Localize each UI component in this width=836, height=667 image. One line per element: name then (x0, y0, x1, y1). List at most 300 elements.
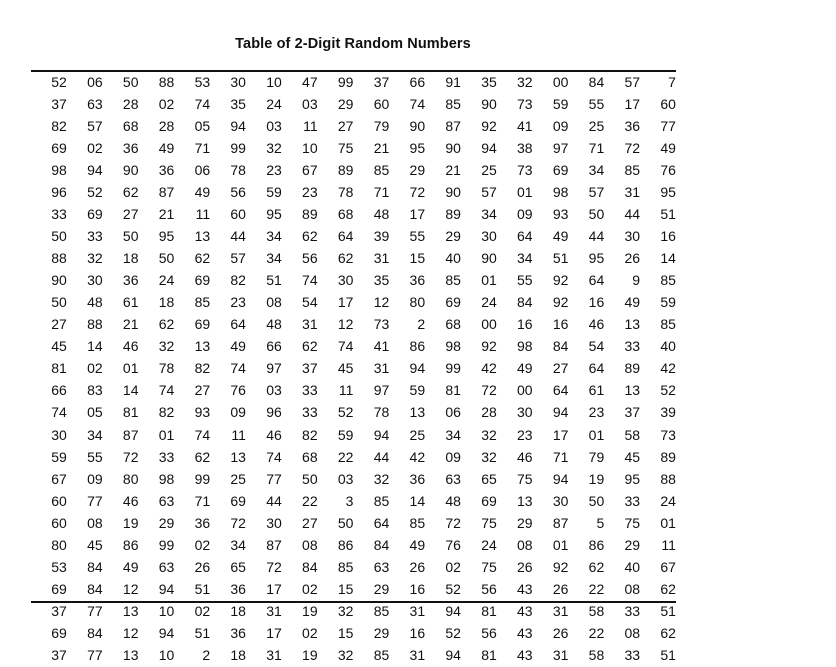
table-row (31, 226, 676, 248)
table-cell: 71 (194, 140, 211, 157)
table-cell: 9 (632, 272, 641, 289)
table-cell: 18 (158, 294, 175, 311)
table-row (31, 270, 676, 292)
table-cell: 69 (552, 162, 569, 179)
table-cell: 49 (517, 360, 533, 377)
table-cell: 19 (588, 470, 605, 487)
table-cell: 29 (517, 514, 533, 531)
table-cell: 00 (517, 382, 533, 399)
table-cell: 85 (624, 162, 641, 179)
table-cell: 69 (194, 272, 211, 289)
table-cell: 75 (517, 470, 533, 487)
table-cell: 24 (481, 536, 497, 553)
table-cell: 28 (122, 96, 139, 113)
table-cell: 27 (302, 514, 318, 531)
table-cell: 90 (481, 250, 497, 267)
table-cell: 69 (87, 206, 103, 223)
table-cell: 31 (373, 250, 390, 267)
table-cell: 22 (302, 492, 318, 509)
table-cell: 32 (373, 470, 390, 487)
table-row (31, 513, 676, 535)
table-cell: 71 (552, 448, 569, 465)
table-cell: 68 (337, 206, 354, 223)
table-cell: 02 (158, 96, 175, 113)
table-cell: 13 (194, 338, 211, 355)
table-cell: 23 (517, 426, 533, 443)
table-cell: 32 (266, 140, 282, 157)
table-cell: 89 (337, 162, 354, 179)
table-cell: 45 (87, 536, 103, 553)
table-cell: 87 (122, 426, 139, 443)
table-cell: 93 (194, 404, 211, 421)
table-cell: 29 (337, 96, 354, 113)
table-cell: 68 (122, 118, 139, 135)
table-cell: 85 (373, 492, 390, 509)
table-row (31, 469, 676, 491)
table-cell: 74 (302, 272, 318, 289)
table-cell: 94 (158, 580, 175, 597)
table-cell: 98 (445, 338, 461, 355)
table-cell: 95 (588, 250, 605, 267)
table-cell: 51 (552, 250, 569, 267)
table-cell: 49 (122, 558, 139, 575)
table-cell: 94 (87, 162, 103, 179)
table-cell: 82 (230, 272, 246, 289)
table-cell: 23 (302, 184, 318, 201)
table-cell: 88 (51, 250, 67, 267)
table-cell: 31 (409, 646, 426, 663)
table-cell: 02 (302, 624, 318, 641)
table-cell: 89 (660, 448, 676, 465)
table-cell: 92 (552, 558, 569, 575)
table-cell: 66 (51, 382, 67, 399)
table-cell: 95 (660, 184, 676, 201)
table-cell: 14 (660, 250, 676, 267)
table-cell: 85 (660, 316, 676, 333)
table-cell: 22 (588, 624, 605, 641)
table-cell: 87 (158, 184, 175, 201)
table-cell: 42 (409, 448, 426, 465)
table-cell: 53 (51, 558, 67, 575)
table-cell: 90 (122, 162, 139, 179)
table-cell: 33 (87, 228, 103, 245)
table-cell: 51 (194, 624, 211, 641)
table-cell: 81 (445, 382, 461, 399)
table-cell: 84 (87, 624, 103, 641)
table-cell: 57 (230, 250, 246, 267)
table-cell: 12 (337, 316, 354, 333)
table-cell: 2 (417, 316, 426, 333)
table-row (31, 623, 676, 645)
table-cell: 7 (668, 74, 676, 90)
table-cell: 87 (445, 118, 461, 135)
table-cell: 76 (445, 536, 461, 553)
table-cell: 78 (337, 184, 354, 201)
table-cell: 84 (87, 580, 103, 597)
table-cell: 75 (624, 514, 641, 531)
table-cell: 59 (51, 448, 67, 465)
table-cell: 84 (302, 558, 318, 575)
table-cell: 56 (481, 580, 497, 597)
table-cell: 92 (552, 272, 569, 289)
table-title: Table of 2-Digit Random Numbers (235, 36, 471, 52)
table-cell: 85 (445, 96, 461, 113)
table-cell: 52 (51, 74, 67, 90)
table-cell: 42 (481, 360, 497, 377)
table-cell: 10 (302, 140, 318, 157)
table-cell: 90 (445, 184, 461, 201)
table-cell: 71 (588, 140, 605, 157)
table-row (31, 94, 676, 116)
table-cell: 26 (517, 558, 533, 575)
table-cell: 86 (337, 536, 354, 553)
table-cell: 00 (481, 316, 497, 333)
table-cell: 69 (445, 294, 461, 311)
table-row (31, 380, 676, 402)
table-cell: 60 (373, 96, 390, 113)
table-cell: 36 (230, 580, 246, 597)
table-cell: 82 (158, 404, 175, 421)
table-cell: 17 (624, 96, 641, 113)
table-cell: 02 (87, 360, 103, 377)
table-cell: 85 (660, 272, 676, 289)
table-cell: 43 (517, 624, 533, 641)
table-cell: 06 (87, 74, 103, 90)
table-cell: 81 (51, 360, 67, 377)
table-cell: 47 (302, 74, 318, 90)
table-cell: 37 (373, 74, 390, 90)
table-cell: 01 (660, 514, 676, 531)
table-row (31, 138, 676, 160)
table-cell: 97 (266, 360, 282, 377)
table-cell: 42 (660, 360, 676, 377)
table-cell: 62 (194, 250, 211, 267)
table-cell: 63 (373, 558, 390, 575)
table-cell: 36 (194, 514, 211, 531)
table-cell: 16 (409, 580, 426, 597)
table-cell: 40 (445, 250, 461, 267)
table-cell: 16 (409, 624, 426, 641)
table-row (31, 204, 676, 226)
table-cell: 21 (122, 316, 139, 333)
table-cell: 26 (624, 250, 641, 267)
table-cell: 98 (158, 470, 175, 487)
table-cell: 16 (660, 228, 676, 245)
table-cell: 01 (552, 536, 569, 553)
table-cell: 16 (517, 316, 533, 333)
table-cell: 85 (373, 646, 390, 663)
table-cell: 33 (302, 382, 318, 399)
table-cell: 57 (481, 184, 497, 201)
table-cell: 37 (51, 646, 67, 663)
table-cell: 90 (51, 272, 67, 289)
table-cell: 40 (660, 338, 676, 355)
table-cell: 46 (517, 448, 533, 465)
table-cell: 5 (596, 514, 605, 531)
table-cell: 25 (230, 470, 246, 487)
table-cell: 60 (51, 492, 67, 509)
table-cell: 66 (266, 338, 282, 355)
table-cell: 24 (266, 96, 282, 113)
table-cell: 62 (194, 448, 211, 465)
table-cell: 99 (230, 140, 246, 157)
table-cell: 48 (266, 316, 282, 333)
table-cell: 32 (517, 74, 533, 90)
table-cell: 34 (445, 426, 461, 443)
table-cell: 11 (661, 536, 676, 553)
table-cell: 16 (588, 294, 605, 311)
table-cell: 94 (230, 118, 246, 135)
table-cell: 2 (202, 646, 211, 663)
table-cell: 59 (409, 382, 426, 399)
table-cell: 51 (660, 602, 676, 619)
table-cell: 85 (445, 272, 461, 289)
table-row (31, 535, 676, 557)
table-cell: 26 (194, 558, 211, 575)
table-cell: 74 (230, 360, 246, 377)
table-cell: 81 (481, 646, 497, 663)
table-cell: 30 (481, 228, 497, 245)
table-cell: 56 (230, 184, 246, 201)
table-cell: 37 (51, 602, 67, 619)
table-cell: 94 (481, 140, 497, 157)
table-cell: 77 (87, 492, 103, 509)
table-cell: 17 (266, 624, 282, 641)
table-cell: 00 (552, 74, 569, 90)
table-cell: 39 (373, 228, 390, 245)
table-cell: 62 (660, 624, 676, 641)
table-cell: 97 (552, 140, 569, 157)
table-cell: 85 (337, 558, 354, 575)
table-cell: 17 (409, 206, 426, 223)
table-cell: 98 (517, 338, 533, 355)
table-cell: 36 (624, 118, 641, 135)
table-cell: 59 (266, 184, 282, 201)
table-row (31, 160, 676, 182)
table-cell: 60 (51, 514, 67, 531)
table-row (31, 182, 676, 204)
table-cell: 90 (445, 140, 461, 157)
table-cell: 43 (517, 602, 533, 619)
table-cell: 50 (302, 470, 318, 487)
table-cell: 68 (445, 316, 461, 333)
table-cell: 08 (624, 580, 641, 597)
table-cell: 63 (445, 470, 461, 487)
table-cell: 59 (552, 96, 569, 113)
table-row (31, 358, 676, 380)
table-cell: 51 (660, 646, 676, 663)
table-cell: 64 (230, 316, 246, 333)
table-cell: 31 (624, 184, 641, 201)
table-cell: 90 (481, 96, 497, 113)
table-cell: 33 (302, 404, 318, 421)
table-cell: 17 (266, 580, 282, 597)
table-cell: 82 (51, 118, 67, 135)
table-cell: 05 (194, 118, 211, 135)
table-row (31, 491, 676, 513)
table-cell: 29 (624, 536, 641, 553)
table-cell: 46 (122, 338, 139, 355)
table-cell: 44 (266, 492, 282, 509)
table-cell: 85 (373, 602, 390, 619)
table-cell: 75 (481, 514, 497, 531)
table-bottom-rule (31, 601, 676, 603)
table-cell: 33 (158, 448, 175, 465)
table-cell: 56 (302, 250, 318, 267)
table-cell: 30 (552, 492, 569, 509)
table-cell: 49 (552, 228, 569, 245)
table-cell: 02 (302, 580, 318, 597)
table-cell: 17 (337, 294, 354, 311)
table-cell: 86 (122, 536, 139, 553)
table-cell: 53 (194, 74, 211, 90)
table-cell: 82 (302, 426, 318, 443)
table-cell: 88 (87, 316, 103, 333)
table-cell: 36 (122, 272, 139, 289)
table-cell: 85 (373, 162, 390, 179)
table-cell: 62 (302, 338, 318, 355)
table-cell: 72 (624, 140, 641, 157)
table-cell: 13 (122, 602, 139, 619)
table-cell: 55 (87, 448, 103, 465)
table-cell: 64 (588, 360, 605, 377)
table-cell: 28 (158, 118, 175, 135)
table-cell: 74 (266, 448, 282, 465)
table-cell: 95 (266, 206, 282, 223)
table-cell: 69 (51, 624, 67, 641)
table-cell: 94 (552, 470, 569, 487)
table-cell: 45 (337, 360, 354, 377)
table-cell: 56 (481, 624, 497, 641)
table-cell: 54 (302, 294, 318, 311)
table-cell: 83 (87, 382, 103, 399)
table-cell: 08 (624, 624, 641, 641)
table-cell: 30 (337, 272, 354, 289)
table-cell: 55 (409, 228, 426, 245)
table-cell: 94 (373, 426, 390, 443)
table-cell: 24 (660, 492, 676, 509)
table-cell: 09 (552, 118, 569, 135)
random-number-table (31, 72, 676, 667)
table-cell: 24 (158, 272, 175, 289)
table-cell: 33 (624, 338, 641, 355)
table-cell: 35 (481, 74, 497, 90)
table-cell: 61 (588, 382, 605, 399)
table-cell: 76 (660, 162, 676, 179)
table-cell: 72 (122, 448, 139, 465)
table-cell: 87 (266, 536, 282, 553)
table-cell: 13 (624, 316, 641, 333)
table-cell: 30 (51, 426, 67, 443)
table-cell: 63 (158, 492, 175, 509)
table-cell: 51 (266, 272, 282, 289)
table-row (31, 447, 676, 469)
table-cell: 94 (445, 646, 461, 663)
table-cell: 62 (660, 580, 676, 597)
table-cell: 84 (373, 536, 390, 553)
table-row (31, 116, 676, 138)
table-cell: 73 (660, 426, 676, 443)
table-cell: 36 (122, 140, 139, 157)
table-cell: 10 (266, 74, 282, 90)
table-row (31, 402, 676, 424)
table-cell: 48 (373, 206, 390, 223)
table-cell: 49 (158, 140, 175, 157)
table-cell: 75 (337, 140, 354, 157)
table-cell: 58 (588, 646, 605, 663)
table-cell: 80 (51, 536, 67, 553)
table-cell: 14 (122, 382, 139, 399)
table-cell: 84 (588, 74, 605, 90)
table-cell: 31 (552, 646, 569, 663)
table-cell: 08 (266, 294, 282, 311)
table-cell: 39 (660, 404, 676, 421)
table-row (31, 292, 676, 314)
table-cell: 26 (552, 624, 569, 641)
table-cell: 12 (373, 294, 390, 311)
table-cell: 30 (624, 228, 641, 245)
table-cell: 46 (266, 426, 282, 443)
table-cell: 32 (158, 338, 175, 355)
table-cell: 13 (230, 448, 246, 465)
table-cell: 62 (302, 228, 318, 245)
table-cell: 27 (51, 316, 67, 333)
table-cell: 15 (337, 624, 354, 641)
table-cell: 96 (51, 184, 67, 201)
table-cell: 49 (230, 338, 246, 355)
table-cell: 28 (481, 404, 497, 421)
table-cell: 34 (588, 162, 605, 179)
table-cell: 27 (337, 118, 354, 135)
table-cell: 13 (517, 492, 533, 509)
table-cell: 62 (122, 184, 139, 201)
table-cell: 33 (624, 492, 641, 509)
table-cell: 50 (122, 74, 139, 90)
table-cell: 33 (624, 646, 641, 663)
table-cell: 13 (624, 382, 641, 399)
table-cell: 51 (660, 206, 676, 223)
table-cell: 31 (552, 602, 569, 619)
table-cell: 92 (481, 118, 497, 135)
table-cell: 11 (231, 426, 246, 443)
table-cell: 57 (588, 184, 605, 201)
table-cell: 22 (588, 580, 605, 597)
table-cell: 50 (337, 514, 354, 531)
table-cell: 01 (588, 426, 605, 443)
table-cell: 49 (194, 184, 211, 201)
table-cell: 24 (481, 294, 497, 311)
table-row (31, 425, 676, 447)
table-cell: 61 (122, 294, 139, 311)
table-cell: 18 (230, 602, 246, 619)
table-cell: 58 (588, 602, 605, 619)
table-cell: 21 (445, 162, 461, 179)
table-cell: 50 (122, 228, 139, 245)
table-cell: 17 (552, 426, 569, 443)
table-cell: 63 (87, 96, 103, 113)
table-cell: 29 (158, 514, 175, 531)
table-cell: 13 (194, 228, 211, 245)
table-cell: 19 (302, 646, 318, 663)
table-cell: 23 (266, 162, 282, 179)
table-cell: 64 (588, 272, 605, 289)
table-cell: 60 (230, 206, 246, 223)
table-cell: 33 (624, 602, 641, 619)
table-cell: 32 (337, 646, 354, 663)
table-cell: 68 (302, 448, 318, 465)
table-cell: 52 (660, 382, 676, 399)
table-cell: 92 (481, 338, 497, 355)
